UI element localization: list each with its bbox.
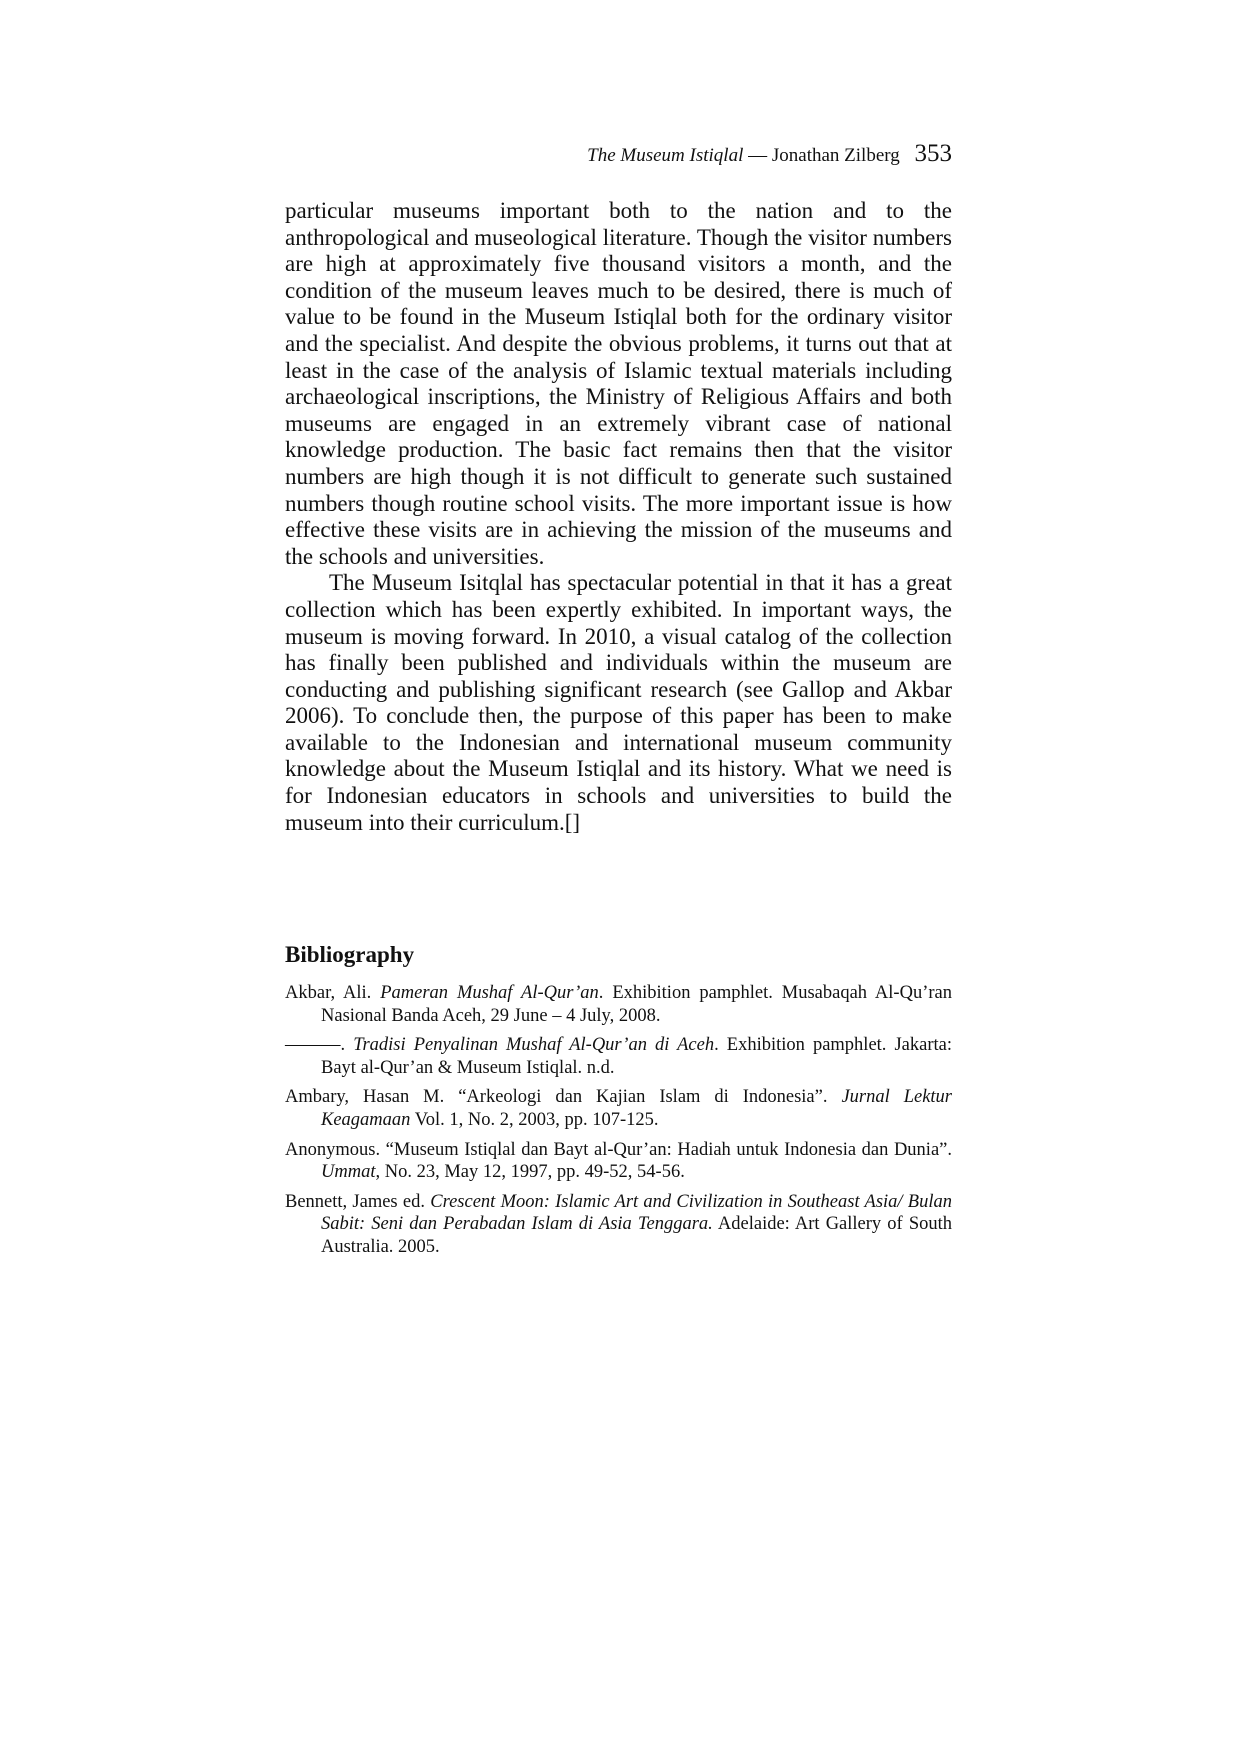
entry-text: Akbar, Ali. xyxy=(285,983,381,1003)
bibliography-list xyxy=(285,982,952,1266)
bibliography-entry xyxy=(285,1191,952,1259)
body-text xyxy=(285,198,952,836)
running-title: The Museum Istiqlal xyxy=(587,145,744,166)
entry-text: . Exhibition pamphlet. Musabaqah Al-Qu’ran Nasional Banda Aceh, 29 June – 4 July, 2008. xyxy=(321,983,952,1026)
entry-text: Vol. 1, No. 2, 2003, pp. 107-125. xyxy=(410,1109,659,1130)
bibliography-entry xyxy=(285,982,952,1027)
entry-title: Jurnal Lektur Keagamaan xyxy=(321,1087,952,1130)
page-number: 353 xyxy=(914,140,952,167)
entry-text: . Exhibition pamphlet. Jakarta: Bayt al-Qur’an & Museum Istiqlal. n.d. xyxy=(321,1035,952,1078)
bibliography-heading: Bibliography xyxy=(285,942,415,967)
entry-title: Pameran Mushaf Al-Qur’an xyxy=(380,983,599,1003)
header-separator: — xyxy=(748,145,768,166)
entry-title: Ummat xyxy=(321,1162,376,1183)
entry-text: Anonymous. “Museum Istiqlal dan Bayt al-Qur’an: Hadiah untuk Indonesia dan Dunia”. xyxy=(285,1139,952,1160)
entry-text: , No. 23, May 12, 1997, pp. 49-52, 54-56. xyxy=(375,1162,685,1183)
entry-title: Tradisi Penyalinan Mushaf Al-Qur’an di Aceh xyxy=(353,1035,715,1056)
header-author: Jonathan Zilberg xyxy=(771,145,900,166)
running-header xyxy=(285,140,952,170)
entry-text: Ambary, Hasan M. “Arkeologi dan Kajian Islam di Indonesia”. xyxy=(285,1087,842,1108)
body-paragraph-1: particular museums important both to the nation and to the anthropological and museological literature. Though the visitor numbers are high at approximately five thousand visitors a month, and the condition of the museum leaves much to be desired, there is much of value to be found in the Museum Istiqlal both for the ordinary visitor and the specialist. And despite the obvious problems, it turns out that at least in the case of the analysis of Islamic textual materials including archaeological inscriptions, the Ministry of Religious Affairs and both museums are engaged in an extremely vibrant case of national knowledge production. The basic fact remains then that the visitor numbers are high though it is not difficult to generate such sustained numbers though routine school visits. The more important issue is how effective these visits are in achieving the mission of the museums and the schools and universities. xyxy=(285,198,952,569)
bibliography-entry xyxy=(285,1139,952,1184)
bibliography-entry xyxy=(285,1086,952,1131)
entry-text: Bennett, James ed. xyxy=(285,1191,431,1212)
body-paragraph-2: The Museum Isitqlal has spectacular potential in that it has a great collection which has been expertly exhibited. In important ways, the museum is moving forward. In 2010, a visual catalog of the collection has finally been published and individuals within the museum are conducting and publishing significant research (see Gallop and Akbar 2006). To conclude then, the purpose of this paper has been to make available to the Indonesian and international museum community knowledge about the Museum Istiqlal and its history. What we need is for Indonesian educators in schools and universities to build the museum into their curriculum.[] xyxy=(285,570,952,835)
entry-title: Crescent Moon: Islamic Art and Civilization in Southeast Asia/ Bulan Sabit: Seni dan Perabadan Islam di Asia Tenggara. xyxy=(321,1191,952,1235)
entry-text: ———. xyxy=(285,1035,354,1056)
entry-text: Adelaide: Art Gallery of South Australia. 2005. xyxy=(321,1214,952,1257)
bibliography-entry xyxy=(285,1034,952,1079)
